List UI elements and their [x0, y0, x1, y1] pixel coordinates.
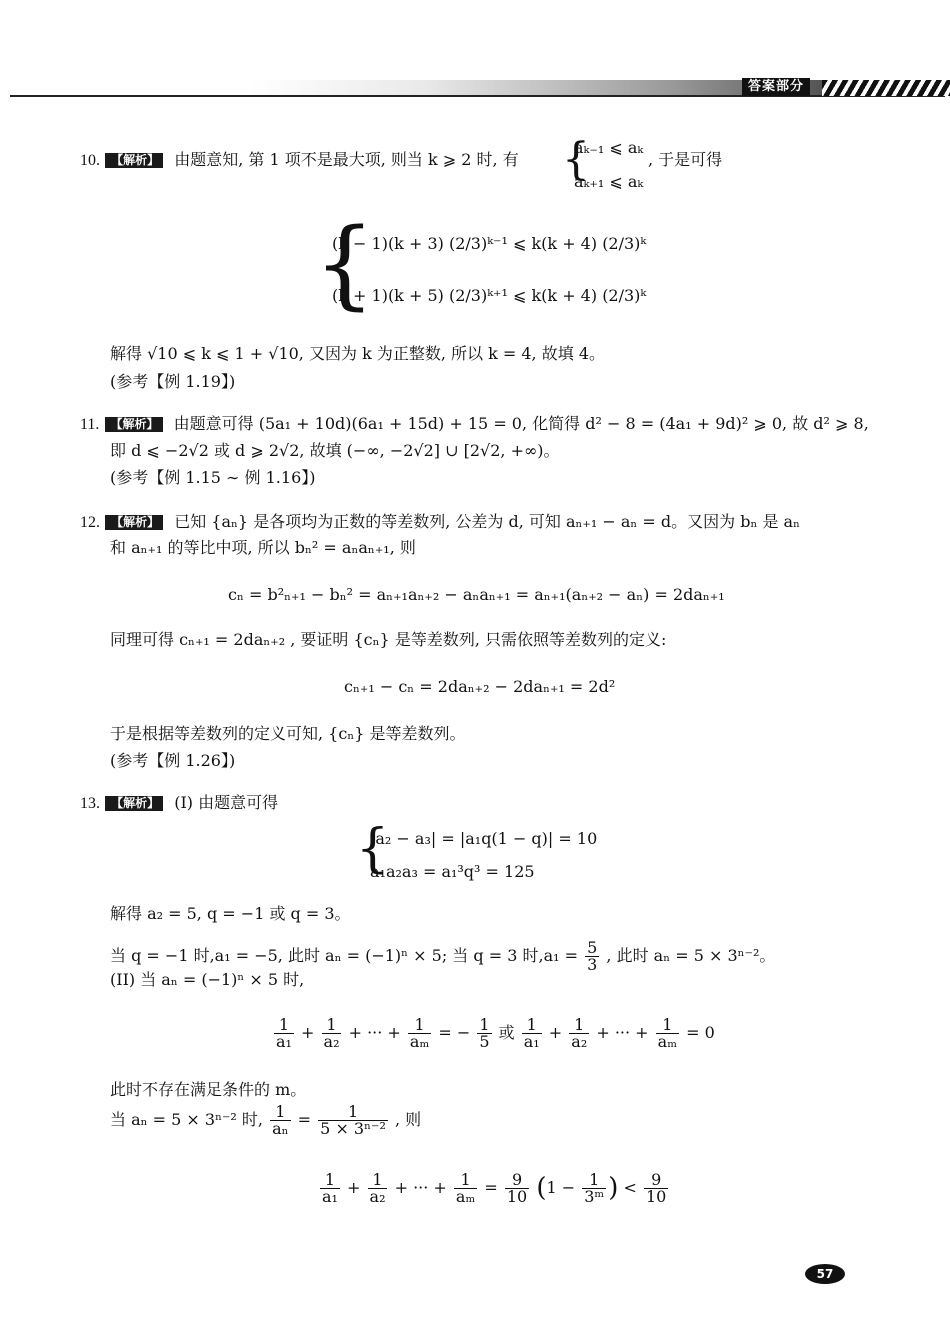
sum-or: 或: [498, 1023, 515, 1042]
problem-10-ref: (参考【例 1.19】): [110, 372, 236, 391]
final-eq-sign: =: [484, 1178, 498, 1197]
denominator: 3: [587, 955, 598, 974]
final-equation: $\frac{1}{\text{a₁}}$ + $\frac{1}{\text{a₂}}$ + ··· + $\frac{1}{\text{aₘ}}$ = $\frac{9}{10}$ (1 − $\frac{1}{\text{3ᵐ}}$ ) < $\frac{9}{10}$: [322, 1170, 667, 1206]
final-lt-sign: <: [623, 1178, 637, 1197]
system-row: |a₂ − a₃| = |a₁q(1 − q)| = 10: [370, 829, 598, 848]
case-a-text: 当 q = −1 时,a₁ = −5, 此时 aₙ = (−1)ⁿ × 5; 当 q = 3 时,a₁ =: [110, 946, 579, 965]
page-number: 57: [805, 1264, 845, 1284]
problem-13-part2: (II) 当 aₙ = (−1)ⁿ × 5 时,: [110, 970, 305, 989]
problem-11-ref: (参考【例 1.15 ∼ 例 1.16】): [110, 468, 316, 487]
problem-12-line3: 同理可得 cₙ₊₁ = 2daₙ₊₂ , 要证明 {cₙ} 是等差数列, 只需依照等差数列的定义:: [110, 630, 667, 649]
fraction: $\frac{9}{10}$: [506, 1170, 528, 1206]
problem-10-intro: [80, 150, 519, 171]
system-row: (k + 1)(k + 5) (2/3)ᵏ⁺¹ ⩽ k(k + 4) (2/3)ᵏ: [332, 286, 647, 305]
case-b-text: , 此时 aₙ = 5 × 3ⁿ⁻²。: [606, 946, 776, 965]
fraction: $\frac{1}{\text{a₂}}$: [323, 1015, 340, 1051]
problem-number: 11.: [80, 416, 100, 433]
problem-number: 10.: [80, 152, 100, 169]
fraction: $\frac{1}{5}$: [479, 1015, 490, 1051]
analysis-tag: 【解析】: [105, 796, 163, 811]
problem-12-text: 已知 {aₙ} 是各项均为正数的等差数列, 公差为 d, 可知 aₙ₊₁ − aₙ = d。又因为 bₙ 是 aₙ: [174, 512, 801, 531]
problem-13-part1-text: (I) 由题意可得: [174, 793, 279, 812]
problem-13-no-m: 此时不存在满足条件的 m。: [110, 1080, 307, 1099]
sum-equation: $\frac{1}{\text{a₁}}$ + $\frac{1}{\text{a₂}}$ + ··· + $\frac{1}{\text{aₘ}}$ = − $\frac{1}{5}$ 或 $\frac{1}{\text{a₁}}$ + $\frac{1}{\text{a₂}}$ + ··· + $\frac{1}{\text{aₘ}}$ = 0: [276, 1015, 715, 1051]
equation: cₙ₊₁ − cₙ = 2daₙ₊₂ − 2daₙ₊₁ = 2d²: [344, 677, 616, 696]
problem-number: 12.: [80, 514, 100, 531]
analysis-tag: 【解析】: [105, 515, 163, 530]
fraction: $\frac{1}{\text{aₙ}}$: [272, 1102, 289, 1138]
fraction: $\frac{1}{\text{aₘ}}$: [455, 1170, 476, 1206]
problem-11-text: 由题意可得 (5a₁ + 10d)(6a₁ + 15d) + 15 = 0, 化简得 d² − 8 = (4a₁ + 9d)² ⩾ 0, 故 d² ⩾ 8,: [173, 414, 869, 433]
problem-12-line1: [80, 512, 800, 533]
system-row: a₁a₂a₃ = a₁³q³ = 125: [370, 862, 535, 881]
when-b-pre: 当 aₙ = 5 × 3ⁿ⁻² 时,: [110, 1110, 264, 1129]
sum-eq-left: = −: [438, 1023, 471, 1042]
problem-13-solve: 解得 a₂ = 5, q = −1 或 q = 3。: [110, 904, 351, 923]
fraction: $\frac{1}{\text{a₂}}$: [571, 1015, 588, 1051]
fraction: $\frac{1}{\text{a₁}}$: [523, 1015, 540, 1051]
brace-icon: {: [314, 208, 376, 320]
fraction: $\frac{1}{\text{aₘ}}$: [657, 1015, 678, 1051]
analysis-tag: 【解析】: [105, 417, 163, 432]
fraction: $\frac{1}{\text{3ᵐ}}$: [584, 1170, 605, 1206]
sum-eq-right: = 0: [686, 1023, 715, 1042]
problem-10-after: , 于是可得: [648, 150, 723, 169]
problem-10-intro-text: 由题意知, 第 1 项不是最大项, 则当 k ⩾ 2 时, 有: [174, 150, 519, 169]
fraction: $\frac{1}{\text{a₂}}$: [369, 1170, 386, 1206]
problem-11-line2: 即 d ⩽ −2√2 或 d ⩾ 2√2, 故填 (−∞, −2√2] ∪ [2√2, +∞)。: [110, 441, 560, 460]
problem-10-solve: 解得 √10 ⩽ k ⩽ 1 + √10, 又因为 k 为正整数, 所以 k = 4, 故填 4。: [110, 344, 605, 363]
fraction: $\frac{1}{\text{a₁}}$: [276, 1015, 292, 1051]
header-stripes: [822, 80, 950, 96]
system-row: aₖ₋₁ ⩽ aₖ: [574, 138, 644, 157]
brace-icon: {: [356, 819, 390, 879]
when-b-post: , 则: [394, 1110, 422, 1129]
problem-13-when-b: 当 aₙ = 5 × 3ⁿ⁻² 时, $\frac{1}{\text{aₙ}}$ = $\frac{1}{\text{5 × 3ⁿ⁻²}}$ , 则: [110, 1102, 422, 1138]
analysis-tag: 【解析】: [105, 153, 163, 168]
system-row: (k − 1)(k + 3) (2/3)ᵏ⁻¹ ⩽ k(k + 4) (2/3)ᵏ: [332, 234, 647, 253]
equation: cₙ = b²ₙ₊₁ − bₙ² = aₙ₊₁aₙ₊₂ − aₙaₙ₊₁ = aₙ₊₁(aₙ₊₂ − aₙ) = 2daₙ₊₁: [228, 585, 725, 604]
system-row: aₖ₊₁ ⩽ aₖ: [574, 172, 644, 191]
fraction: $\frac{1}{\text{a₁}}$: [322, 1170, 338, 1206]
numerator: 5: [587, 938, 598, 957]
fraction: [585, 940, 599, 973]
problem-number: 13.: [80, 795, 100, 812]
fraction: $\frac{1}{\text{aₘ}}$: [409, 1015, 430, 1051]
fraction: $\frac{1}{\text{5 × 3ⁿ⁻²}}$: [320, 1102, 386, 1138]
problem-12-ref: (参考【例 1.26】): [110, 751, 236, 770]
fraction: $\frac{9}{10}$: [645, 1170, 667, 1206]
problem-13-part1: [80, 793, 278, 814]
problem-12-line4: 于是根据等差数列的定义可知, {cₙ} 是等差数列。: [110, 724, 466, 743]
brace-icon: {: [562, 134, 590, 185]
header-title: 答案部分: [742, 78, 810, 96]
problem-11-line1: [80, 414, 869, 435]
problem-12-line2: 和 aₙ₊₁ 的等比中项, 所以 bₙ² = aₙaₙ₊₁, 则: [110, 538, 416, 557]
